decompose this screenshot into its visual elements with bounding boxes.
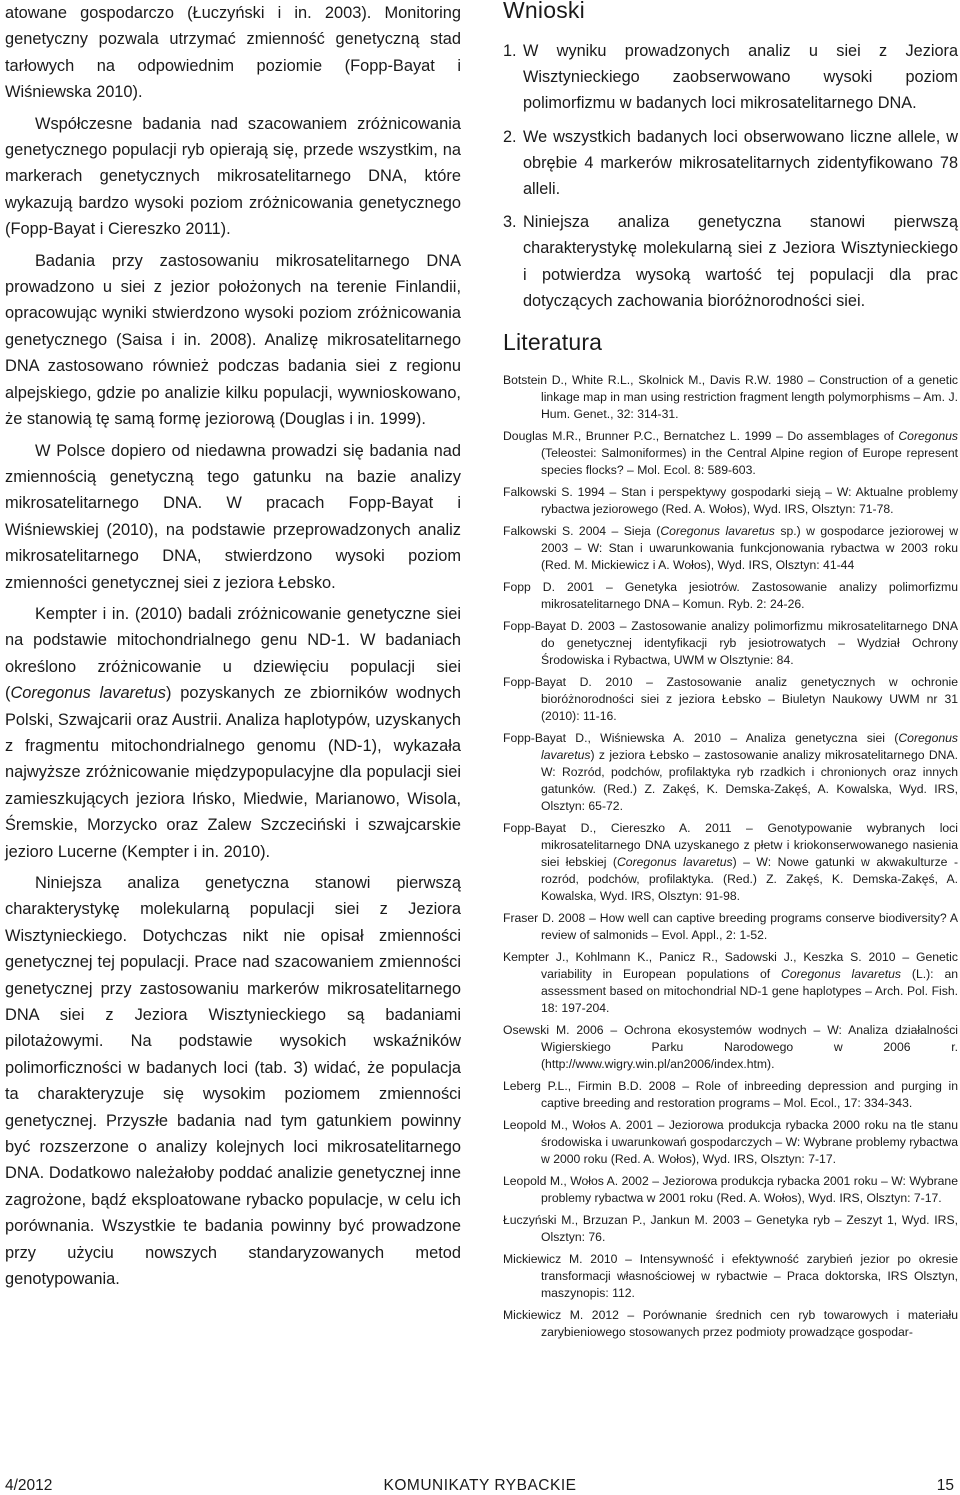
conclusion-number: 2. <box>503 127 517 146</box>
conclusion-number: 1. <box>503 42 517 60</box>
conclusion-number: 3. <box>503 213 517 232</box>
paragraph-1: atowane gospodarczo (Łuczyński i in. 2003). Monitoring genetyczny pozwala utrzymać zmienność genetyczną stad tarłowych na odpowiednim poziomie (Fopp-Bayat i Wiśniewska 2010). <box>5 4 461 102</box>
reference-text: Leopold M., Wołos A. 2002 – Jeziorowa produkcja rybacka 2001 roku – W: Wybrane problemy rybactwa w 2001 roku (Red. A. Wołos), Wyd. IRS, Olsztyn: 7-17. <box>503 1174 958 1205</box>
reference-entry <box>503 484 958 518</box>
reference-text: Łuczyński M., Brzuzan P., Jankun M. 2003 – Genetyka ryb – Zeszyt 1, Wyd. IRS, Olsztyn: 76. <box>503 1213 958 1244</box>
reference-italic-text: Coregonus lavaretus <box>617 855 733 869</box>
literature-heading: Literatura <box>503 329 603 355</box>
reference-entry <box>503 1173 958 1207</box>
paragraph-5: Kempter i in. (2010) badali zróżnicowanie genetyczne siei na podstawie mitochondrialnego genu ND-1. W badaniach określono zróżnicowanie u dziewięciu populacji siei (Coregonus lavaretus) pozyskanych ze zbiorników wodnych Polski, Szwajcarii oraz Austrii. Analiza haplotypów, uzyskanych z fragmentu mitochondrialnego genomu (ND-1), wykazała najwyższe zróżnicowanie międzypopulacyjne dla populacji siei zamieszkujących jeziora Ińsko, Miedwie, Marianowo, Wisola, Śremskie, Morzycko oraz Zalew Szczeciński i szwajcarskie jezioro Lucerne (Kempter i in. 2010). <box>5 604 461 861</box>
reference-text: ) z jeziora Łebsko – zastosowanie analizy mikrosatelitarnego DNA. W: Rozród, podchów, profilaktyka ryb rzadkich i chronionych oraz innych gatunków. (Red.) Z. Zakęś, K. Demska-Zakęś, A. Kowalska, Wyd. IRS, Olsztyn: 65-72. <box>541 748 958 813</box>
reference-entry <box>503 820 958 905</box>
reference-entry <box>503 1307 958 1341</box>
reference-list <box>503 372 958 1346</box>
reference-text: Mickiewicz M. 2010 – Intensywność i efektywność zarybień jezior po okresie transformacji własnościowej w rybactwie – Praca doktorska, IRS Olsztyn, maszynopis: 112. <box>503 1252 958 1300</box>
paragraph-2: Współczesne badania nad szacowaniem zróżnicowania genetycznego populacji ryb opierają się, przede wszystkim, na markerach genetycznych mikrosatelitarnego DNA, które wykazują bardzo wysoki poziom zróżnicowania genetycznego (Fopp-Bayat i Ciereszko 2011). <box>5 114 461 239</box>
reference-text: Fopp-Bayat D. 2003 – Zastosowanie analizy polimorfizmu mikrosatelitarnego DNA do genetycznej identyfikacji ryb jesiotrowatych – Wydział Ochrony Środowiska i Rybactwa, UWM w Olsztynie: 84. <box>503 619 958 667</box>
reference-text: ) – W: Nowe gatunki w akwakulturze - rozród, podchów, profilaktyka. (Red.) Z. Zakęś, K. Demska-Zakęś, A. Kowalska, Wyd. IRS, Olsztyn: 91-98. <box>541 855 959 903</box>
body-text-column <box>5 0 461 1293</box>
reference-italic-text: Coregonus <box>898 429 958 443</box>
reference-text: Douglas M.R., Brunner P.C., Bernatchez L. 1999 – Do assemblages of <box>503 429 899 443</box>
reference-entry <box>503 910 958 944</box>
reference-text: Botstein D., White R.L., Skolnick M., Davis R.W. 1980 – Construction of a genetic linkage map in man using restriction fragment length polymorphisms – Am. J. Hum. Genet., 32: 314-31. <box>503 373 958 421</box>
reference-entry <box>503 579 958 613</box>
reference-entry <box>503 1078 958 1112</box>
reference-entry <box>503 372 958 423</box>
reference-text: Osewski M. 2006 – Ochrona ekosystemów wodnych – W: Analiza działalności Wigierskiego Parku Narodowego w 2006 r. (http://www.wigry.win.pl/an2006/index.htm). <box>503 1023 958 1071</box>
conclusion-item <box>503 38 958 117</box>
reference-text: Fopp-Bayat D., Ciereszko A. 2011 – Genotypowanie wybranych loci mikrosatelitarnego DNA uzyskanego z płetw i kriokonserwowanego nasienia siei łebskiej ( <box>503 821 958 869</box>
species-name: Coregonus lavaretus <box>10 684 166 703</box>
footer-journal-title: KOMUNIKATY RYBACKIE <box>383 1477 577 1494</box>
footer-issue-number: 4/2012 <box>5 1477 53 1494</box>
reference-text: Mickiewicz M. 2012 – Porównanie średnich cen ryb towarowych i materiału zarybieniowego stosowanych przez podmioty prowadzące gospodar- <box>503 1308 958 1339</box>
conclusion-text: W wyniku prowadzonych analiz u siei z Jeziora Wisztynieckiego zaobserwowano wysoki poziom polimorfizmu w badanych loci mikrosatelitarnego DNA. <box>523 42 958 113</box>
reference-text: Falkowski S. 1994 – Stan i perspektywy gospodarki sieją – W: Aktualne problemy rybactwa jeziorowego (Red. A. Wołos), Wyd. IRS, Olsztyn: 71-78. <box>503 485 958 516</box>
reference-text: sp.) w gospodarce jeziorowej w 2003 – W: Stan i uwarunkowania funkcjonowania rybactwa w 2003 roku (Red. M. Mickiewicz i A. Wołos), Wyd. IRS, Olsztyn: 41-44 <box>541 524 959 572</box>
reference-text: Leberg P.L., Firmin B.D. 2008 – Role of inbreeding depression and purging in captive breeding and restoration programs – Mol. Ecol., 17: 334-343. <box>503 1079 958 1110</box>
paragraph-4: W Polsce dopiero od niedawna prowadzi się badania nad zmiennością genetyczną tego gatunku na bazie analizy mikrosatelitarnego DNA. W pracach Fopp-Bayat i Wiśniewskiej (2010), na podstawie przeprowadzonych analiz mikrosatelitarnego DNA, stwierdzono wysoki poziom zmienności genetycznej siei z jeziora Łebsko. <box>5 441 461 592</box>
paragraph-3: Badania przy zastosowaniu mikrosatelitarnego DNA prowadzono u siei z jezior położonych na terenie Finlandii, opracowując wyniki stwierdzono wysoki poziom zróżnicowania genetycznego (Saisa i in. 2008). Analizę mikrosatelitarnego DNA zastosowano również podczas badania siei z regionu alpejskiego, gdzie po analizie kilku populacji, wywnioskowano, że stanowią tę samą formę jeziorową (Douglas i in. 1999). <box>5 251 461 429</box>
reference-entry <box>503 1251 958 1302</box>
reference-text: Kempter J., Kohlmann K., Panicz R., Sadowski J., Keszka S. 2010 – Genetic variability in European populations of <box>503 950 958 981</box>
reference-entry <box>503 523 958 574</box>
conclusions-heading: Wnioski <box>503 0 585 23</box>
reference-text: Leopold M., Wołos A. 2001 – Jeziorowa produkcja rybacka 2000 roku na tle stanu środowiska i uwarunkowań gospodarczych – W: Wybrane problemy rybactwa w 2000 roku (Red. A. Wołos), Wyd. IRS, Olsztyn: 7-17. <box>503 1118 958 1166</box>
reference-text: Fopp-Bayat D., Wiśniewska A. 2010 – Analiza genetyczna siei ( <box>503 731 899 745</box>
reference-entry <box>503 730 958 815</box>
reference-italic-text: Coregonus lavaretus <box>781 967 902 981</box>
reference-entry <box>503 1117 958 1168</box>
reference-text: (L.): an assessment based on mitochondrial ND-1 gene haplotypes – Arch. Pol. Fish. 18: 197-204. <box>541 967 958 1015</box>
conclusions-list <box>503 38 958 321</box>
conclusion-text: We wszystkich badanych loci obserwowano liczne allele, w obrębie 4 markerów mikrosatelitarnych zidentyfikowano 78 alleli. <box>523 127 958 199</box>
reference-entry <box>503 428 958 479</box>
reference-text: Fopp-Bayat D. 2010 – Zastosowanie analiz genetycznych w ochronie bioróżnorodności siei z jeziora Łebsko – Biuletyn Naukowy UWM nr 31 (2010): 11-16. <box>503 675 958 723</box>
footer-page-number: 15 <box>936 1477 954 1494</box>
reference-text: (Teleostei: Salmoniformes) in the Central Alpine region of Europe represent species flocks? – Mol. Ecol. 8: 589-603. <box>541 446 958 477</box>
conclusion-text: Niniejsza analiza genetyczna stanowi pierwszą charakterystykę molekularną siei z Jeziora Wisztynieckiego i potwierdza wysoką wartość tej populacji dla prac dotyczących zachowania bioróżnorodności siei. <box>523 213 958 310</box>
reference-italic-text: Coregonus lavaretus <box>541 731 958 762</box>
reference-italic-text: Coregonus lavaretus <box>660 524 775 538</box>
reference-text: Fraser D. 2008 – How well can captive breeding programs conserve biodiversity? A review of salmonids – Evol. Appl., 2: 1-52. <box>503 911 958 942</box>
reference-text: Fopp D. 2001 – Genetyka jesiotrów. Zastosowanie analizy polimorfizmu mikrosatelitarnego DNA – Komun. Ryb. 2: 24-26. <box>503 580 958 611</box>
reference-entry <box>503 1022 958 1073</box>
reference-entry <box>503 1212 958 1246</box>
reference-entry <box>503 674 958 725</box>
reference-text: Falkowski S. 2004 – Sieja ( <box>503 524 661 538</box>
conclusion-item <box>503 124 958 203</box>
reference-entry <box>503 618 958 669</box>
conclusion-item <box>503 209 958 314</box>
reference-entry <box>503 949 958 1017</box>
paragraph-6: Niniejsza analiza genetyczna stanowi pierwszą charakterystykę molekularną populacji siei z Jeziora Wisztynieckiego. Dotychczas nikt nie opisał zmienności genetycznej tej populacji. Prace nad szacowaniem zmienności genetycznej przy zastosowaniu markerów mikrosatelitarnego DNA siei z Jeziora Wisztynieckiego są badaniami pilotażowymi. Na podstawie wysokich wskaźników polimorficzności w badanych loci (tab. 3) widać, że populacja ta charakteryzuje się wysokim poziomem zmienności genetycznej. Przyszłe badania nad tym gatunkiem powinny być rozszerzone o analizy kolejnych loci mikrosatelitarnego DNA. Dodatkowo należałoby poddać analizie genetycznej inne zagrożone, bądź eksploatowane rybacko populacje, w celu ich porównania. Wszystkie te badania powinny być prowadzone przy użyciu nowszych standaryzowanych metod genotypowania. <box>5 874 461 1289</box>
